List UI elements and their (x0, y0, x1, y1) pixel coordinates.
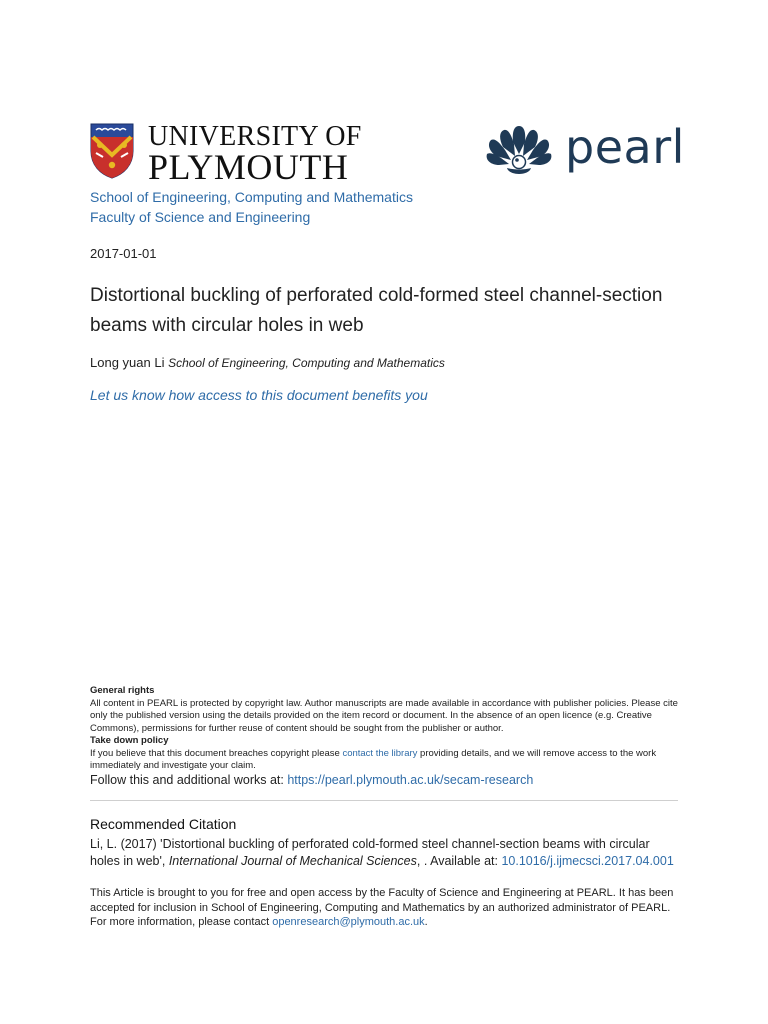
access-note-pre: This Article is brought to you for free and open access by the Faculty of Science and Engineering at PEARL. It has been accepted for inclusion in School of Engineering, Computing and Mathematics by an authorized administrator of PEARL. For more information, please contact (90, 887, 674, 928)
author-name: Long yuan Li (90, 355, 165, 370)
university-logo (90, 121, 370, 187)
university-name-line1: UNIVERSITY OF (148, 121, 362, 152)
school-link[interactable]: School of Engineering, Computing and Mathematics (90, 189, 413, 205)
faculty-link[interactable]: Faculty of Science and Engineering (90, 209, 311, 225)
citation-mid: , . Available at: (416, 854, 502, 868)
takedown-text-pre: If you believe that this document breaches copyright please (90, 747, 343, 759)
takedown-heading: Take down policy (90, 735, 169, 746)
citation-pre: Li, L. (2017) 'Distortional buckling of perforated cold-formed steel channel-section beams with circular holes in web', (90, 837, 650, 868)
paper-title: Distortional buckling of perforated cold-formed steel channel-section beams with circular holes in web (90, 285, 663, 336)
general-rights-heading: General rights (90, 685, 155, 696)
citation-journal: International Journal of Mechanical Sciences (168, 854, 417, 868)
university-name-line2: PLYMOUTH (148, 147, 349, 187)
takedown-text-post: providing details, and we will remove access to the work immediately and investigate your claim. (90, 747, 657, 771)
follow-text: Follow this and additional works at: (90, 773, 288, 787)
secam-research-link[interactable]: https://pearl.plymouth.ac.uk/secam-research (287, 773, 534, 787)
publication-date: 2017-01-01 (90, 246, 157, 261)
access-note (90, 886, 682, 930)
section-divider (90, 800, 678, 801)
university-crest-icon (90, 123, 134, 179)
takedown-text (90, 748, 678, 773)
recommended-citation-heading: Recommended Citation (90, 816, 237, 832)
contact-library-link[interactable]: contact the library (342, 747, 418, 759)
author-affiliation: School of Engineering, Computing and Mathematics (168, 356, 445, 370)
author-line (90, 355, 445, 370)
pearl-wordmark: pearl (565, 120, 685, 174)
citation-text (90, 836, 680, 870)
general-rights-text: All content in PEARL is protected by copyright law. Author manuscripts are made available in accordance with publisher policies. Please cite only the published version using the details provided on the item record or document. In the absence of an open licence (e.g. Creative Commons), permissions for further reuse of content should be sought from the publisher or author. (90, 697, 678, 734)
rights-section (90, 685, 678, 773)
follow-line (90, 773, 533, 787)
access-note-post: . (424, 916, 428, 928)
contact-email-link[interactable]: openresearch@plymouth.ac.uk (272, 916, 425, 928)
pearl-shell-icon (485, 124, 553, 178)
benefit-feedback-link[interactable]: Let us know how access to this document benefits you (90, 387, 428, 403)
pearl-logo (485, 120, 685, 180)
doi-link[interactable]: 10.1016/j.ijmecsci.2017.04.001 (501, 854, 674, 868)
